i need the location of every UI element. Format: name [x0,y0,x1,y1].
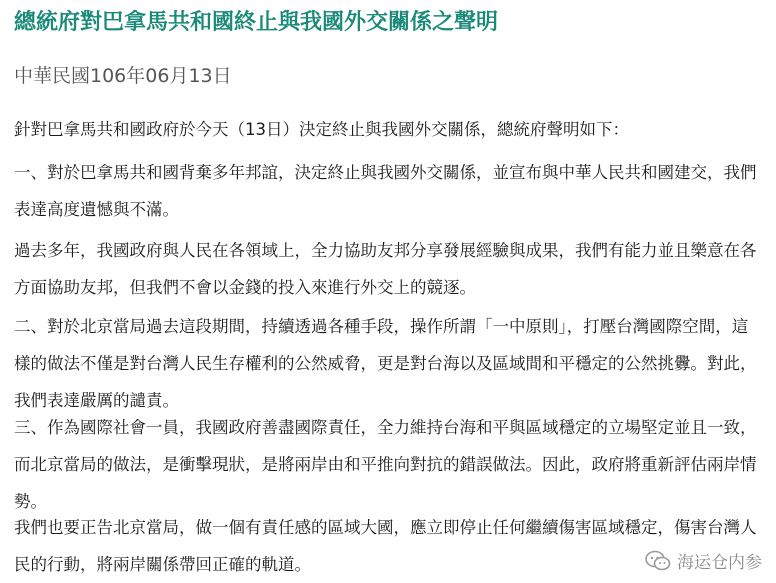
document-title: 總統府對巴拿馬共和國終止與我國外交關係之聲明 [14,10,499,35]
paragraph-past-years: 過去多年，我國政府與人民在各領域上，全力協助友邦分享發展經驗與成果，我們有能力並且樂意在各方面協助友邦，但我們不會以金錢的投入來進行外交上的競逐。 [14,241,757,297]
paragraph-point-one: 一、對於巴拿馬共和國背棄多年邦誼，決定終止與我國外交關係，並宣布與中華人民共和國建交，我們表達高度遺憾與不滿。 [14,163,757,219]
watermark [645,548,762,573]
paragraph-warning: 我們也要正告北京當局，做一個有責任感的區域大國，應立即停止任何繼續傷害區域穩定，傷害台灣人民的行動，將兩岸關係帶回正確的軌道。 [14,518,757,574]
wechat-icon [645,550,671,572]
document-date: 中華民國106年06月13日 [14,65,232,87]
watermark-text: 海运仓内参 [677,553,762,573]
paragraph-point-two: 二、對於北京當局過去這段期間，持續透過各種手段，操作所謂「一中原則」，打壓台灣國際空間，這樣的做法不僅是對台灣人民生存權利的公然威脅，更是對台海以及區域間和平穩定的公然挑釁。對此，我們表達嚴厲的譴責。 [14,317,757,410]
paragraph-point-three: 三、作為國際社會一員，我國政府善盡國際責任，全力維持台海和平與區域穩定的立場堅定並且一致，而北京當局的做法，是衝擊現狀，是將兩岸由和平推向對抗的錯誤做法。因此，政府將重新評估兩岸情勢。 [14,418,757,511]
paragraph-intro: 針對巴拿馬共和國政府於今天（13日）決定終止與我國外交關係，總統府聲明如下： [14,120,629,139]
